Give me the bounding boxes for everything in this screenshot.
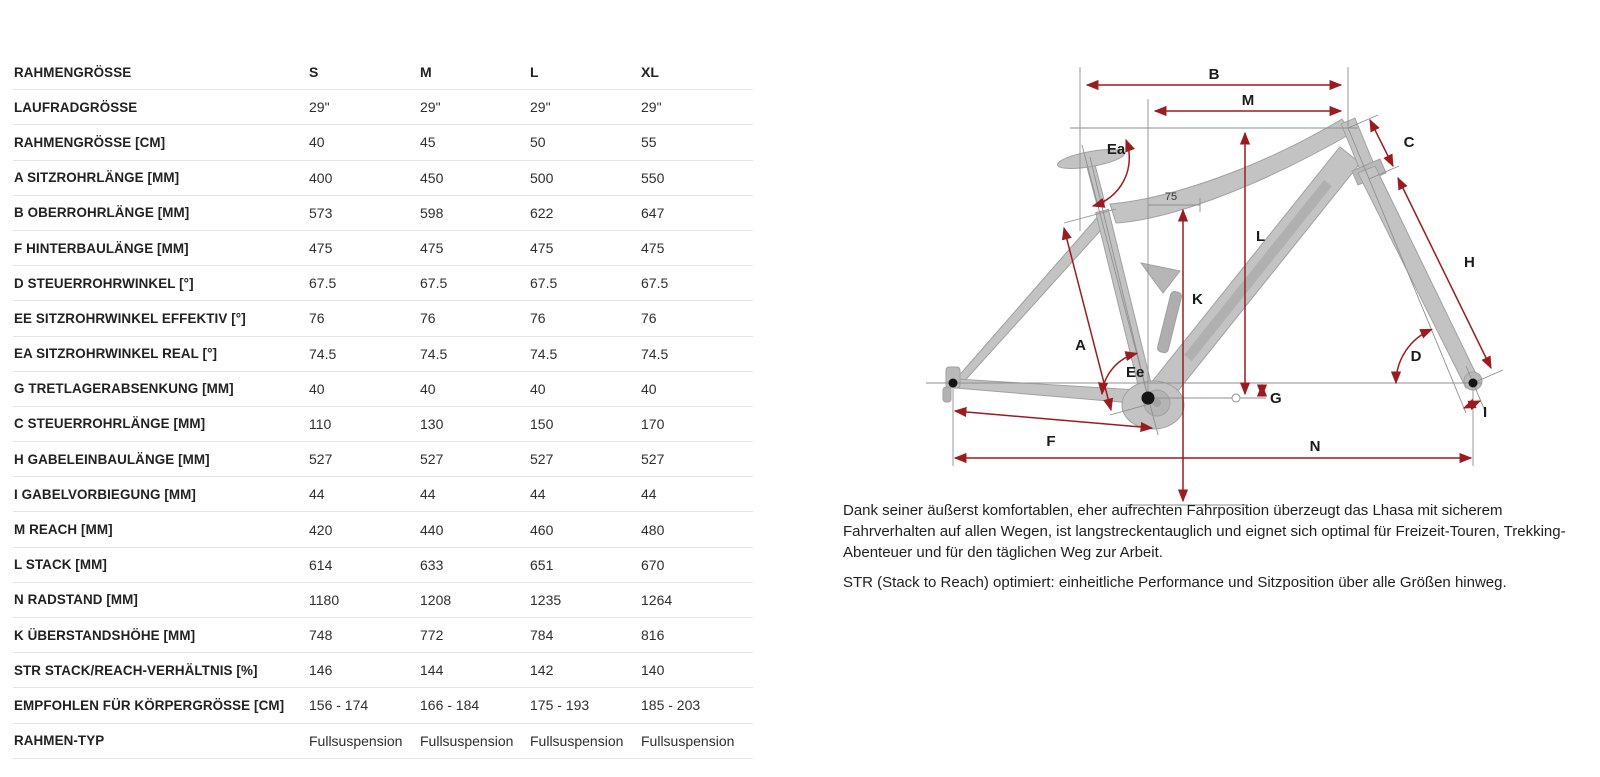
table-row <box>13 583 753 618</box>
row-value-xl: 140 <box>641 662 665 679</box>
label-Ee: Ee <box>1126 364 1145 381</box>
row-value-xl: 550 <box>641 169 665 186</box>
row-value-l: 142 <box>530 662 554 679</box>
rear-dropout-tab <box>943 387 951 402</box>
frame-geometry-svg <box>858 53 1560 515</box>
row-value-l: 150 <box>530 415 554 432</box>
row-value-m: 475 <box>420 240 444 257</box>
row-value-s: 44 <box>309 486 325 503</box>
row-value-s: 420 <box>309 521 333 538</box>
shock <box>1157 291 1183 354</box>
row-label: M REACH [MM] <box>14 522 113 538</box>
bike-frame-silhouette <box>943 118 1482 429</box>
row-value-l: 40 <box>530 380 546 397</box>
label-M: M <box>1241 92 1255 109</box>
row-value-xl: 527 <box>641 451 665 468</box>
row-label: EMPFOHLEN FÜR KÖRPERGRÖSSE [CM] <box>14 697 285 713</box>
row-value-m: 772 <box>420 627 444 644</box>
row-value-m: 130 <box>420 415 444 432</box>
size-column-header-l: L <box>530 64 539 81</box>
label-L: L <box>1256 228 1266 245</box>
row-value-m: 598 <box>420 204 444 221</box>
row-value-l: 44 <box>530 486 546 503</box>
row-value-m: 74.5 <box>420 345 448 362</box>
row-value-s: 29" <box>309 99 330 116</box>
row-value-s: 74.5 <box>309 345 337 362</box>
row-value-l: 29" <box>530 99 551 116</box>
row-value-s: 573 <box>309 204 333 221</box>
description-block <box>843 500 1597 602</box>
row-label: B OBERROHRLÄNGE [MM] <box>14 205 190 221</box>
row-value-m: 166 - 184 <box>420 697 480 714</box>
row-value-xl: 40 <box>641 380 657 397</box>
label-F: F <box>1046 433 1056 450</box>
row-value-m: 40 <box>420 380 436 397</box>
row-value-s: 110 <box>309 415 332 432</box>
row-value-s: 40 <box>309 380 325 397</box>
row-value-xl: 480 <box>641 521 665 538</box>
row-value-l: 74.5 <box>530 345 558 362</box>
row-value-l: 175 - 193 <box>530 697 590 714</box>
row-value-l: 500 <box>530 169 554 186</box>
row-value-s: 475 <box>309 240 333 257</box>
row-value-s: 67.5 <box>309 275 337 292</box>
geometry-table <box>13 55 753 759</box>
row-value-l: 67.5 <box>530 275 558 292</box>
seatstay <box>956 213 1110 386</box>
row-value-s: 146 <box>309 662 333 679</box>
label-N: N <box>1309 438 1321 455</box>
row-value-xl: 670 <box>641 556 665 573</box>
row-value-m: 29" <box>420 99 441 116</box>
size-column-header-m: M <box>420 64 432 81</box>
row-value-m: 440 <box>420 521 444 538</box>
crank-axle <box>1153 399 1161 407</box>
row-label: G TRETLAGERABSENKUNG [MM] <box>14 381 234 397</box>
row-value-xl: 170 <box>641 415 665 432</box>
row-label: STR STACK/REACH-VERHÄLTNIS [%] <box>14 662 258 678</box>
row-value-xl: 185 - 203 <box>641 697 701 714</box>
table-row <box>13 337 753 372</box>
rocker-link <box>1141 263 1180 293</box>
row-label: K ÜBERSTANDSHÖHE [MM] <box>14 627 196 643</box>
row-label: D STEUERROHRWINKEL [°] <box>14 275 194 291</box>
table-row <box>13 266 753 301</box>
row-value-l: 527 <box>530 451 554 468</box>
row-value-s: Fullsuspension <box>309 732 403 749</box>
row-value-s: 76 <box>309 310 325 327</box>
seat-tube <box>1096 209 1155 399</box>
row-value-s: 748 <box>309 627 333 644</box>
table-row <box>13 231 753 266</box>
row-value-m: 67.5 <box>420 275 448 292</box>
row-value-xl: 44 <box>641 486 657 503</box>
table-row <box>13 442 753 477</box>
label-I: I <box>1483 404 1488 421</box>
table-row <box>13 618 753 653</box>
row-value-l: Fullsuspension <box>530 732 624 749</box>
dim-C-headtube <box>1370 120 1393 166</box>
row-value-xl: 74.5 <box>641 345 669 362</box>
row-value-s: 527 <box>309 451 333 468</box>
table-row <box>13 372 753 407</box>
row-label: N RADSTAND [MM] <box>14 592 138 608</box>
frame-geometry-diagram <box>858 53 1560 515</box>
row-value-xl: Fullsuspension <box>641 732 735 749</box>
label-D: D <box>1410 348 1422 365</box>
row-value-m: 45 <box>420 134 436 151</box>
label-B: B <box>1208 66 1220 83</box>
row-value-l: 651 <box>530 556 554 573</box>
row-label: L STACK [MM] <box>14 557 107 573</box>
row-value-s: 614 <box>309 556 333 573</box>
ref-steering-axis <box>1348 128 1466 413</box>
row-value-m: 633 <box>420 556 444 573</box>
row-label: RAHMENGRÖSSE [CM] <box>14 134 166 150</box>
table-row <box>13 653 753 688</box>
row-label: LAUFRADGRÖSSE <box>14 99 138 115</box>
row-value-xl: 647 <box>641 204 665 221</box>
dim-I-fork-offset <box>1464 401 1480 408</box>
table-row <box>13 196 753 231</box>
row-label: I GABELVORBIEGUNG [MM] <box>14 486 196 502</box>
table-row <box>13 125 753 160</box>
row-value-l: 475 <box>530 240 554 257</box>
description-paragraph-2: STR (Stack to Reach) optimiert: einheitliche Performance und Sitzposition über alle Größen hinweg. <box>843 574 1507 591</box>
bb-dot <box>1142 392 1155 405</box>
row-value-m: 144 <box>420 662 444 679</box>
size-column-header-xl: XL <box>641 64 659 81</box>
row-label: A SITZROHRLÄNGE [MM] <box>14 170 180 186</box>
table-row <box>13 724 753 759</box>
row-value-s: 1180 <box>309 591 340 608</box>
row-value-l: 1235 <box>530 591 562 608</box>
row-value-m: 527 <box>420 451 444 468</box>
label-Ea: Ea <box>1106 141 1126 158</box>
table-header-label: RAHMENGRÖSSE <box>14 64 132 80</box>
row-value-l: 50 <box>530 134 546 151</box>
row-value-xl: 1264 <box>641 591 673 608</box>
label-H: H <box>1464 254 1475 271</box>
row-value-m: 450 <box>420 169 444 186</box>
label-75: 75 <box>1164 191 1178 203</box>
table-row <box>13 548 753 583</box>
label-A: A <box>1075 337 1086 354</box>
table-row <box>13 407 753 442</box>
table-row <box>13 301 753 336</box>
row-value-s: 156 - 174 <box>309 697 369 714</box>
row-value-l: 622 <box>530 204 554 221</box>
table-row <box>13 512 753 547</box>
row-label: H GABELEINBAULÄNGE [MM] <box>14 451 210 467</box>
table-row <box>13 688 753 723</box>
label-G: G <box>1270 390 1282 407</box>
row-value-xl: 76 <box>641 310 657 327</box>
row-value-m: 44 <box>420 486 436 503</box>
row-value-s: 40 <box>309 134 325 151</box>
row-value-xl: 475 <box>641 240 665 257</box>
size-column-header-s: S <box>309 64 319 81</box>
ref-bb-line-end <box>1232 394 1240 402</box>
dim-F-chainstay <box>955 411 1152 428</box>
table-header-row <box>13 55 753 90</box>
row-value-m: 1208 <box>420 591 452 608</box>
row-label: RAHMEN-TYP <box>14 733 105 749</box>
row-value-l: 784 <box>530 627 554 644</box>
row-value-m: 76 <box>420 310 436 327</box>
row-value-l: 460 <box>530 521 554 538</box>
row-value-m: Fullsuspension <box>420 732 514 749</box>
label-K: K <box>1192 291 1203 308</box>
row-value-xl: 67.5 <box>641 275 669 292</box>
row-value-l: 76 <box>530 310 546 327</box>
row-label: C STEUERROHRLÄNGE [MM] <box>14 416 206 432</box>
row-value-xl: 55 <box>641 134 657 151</box>
row-value-xl: 29" <box>641 99 662 116</box>
front-axle-dot <box>1469 379 1478 388</box>
label-C: C <box>1403 134 1415 151</box>
table-row <box>13 477 753 512</box>
row-label: F HINTERBAULÄNGE [MM] <box>14 240 189 256</box>
battery-panel <box>1184 180 1332 361</box>
description-paragraph-1: Dank seiner äußerst komfortablen, eher aufrechten Fahrposition überzeugt das Lhasa mit sicherem Fahrverhalten auf allen Wegen, ist langstreckentauglich und eignet sich optimal für Freizeit-Touren, Trekking-Abenteuer und für den täglichen Weg zur Arbeit. <box>843 502 1566 561</box>
row-label: EA SITZROHRWINKEL REAL [°] <box>14 346 218 362</box>
row-value-s: 400 <box>309 169 333 186</box>
table-row <box>13 161 753 196</box>
table-row <box>13 90 753 125</box>
row-label: EE SITZROHRWINKEL EFFEKTIV [°] <box>14 310 246 326</box>
rear-axle-dot <box>949 379 958 388</box>
row-value-xl: 816 <box>641 627 665 644</box>
